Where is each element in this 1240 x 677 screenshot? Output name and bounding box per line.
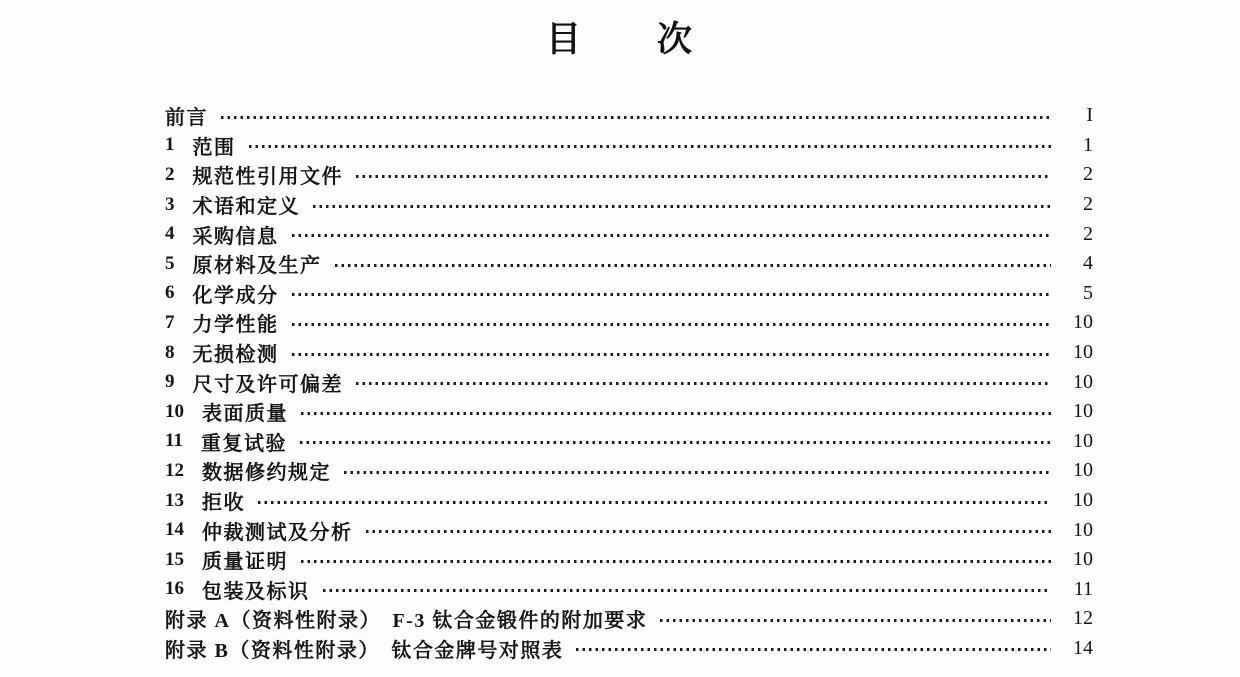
toc-entry-number: 14 — [165, 519, 184, 541]
toc-list — [165, 101, 1093, 663]
toc-entry-page: 10 — [1073, 370, 1093, 393]
toc-entry-number: 9 — [165, 371, 175, 393]
toc-entry — [165, 219, 1093, 249]
toc-entry — [165, 367, 1093, 397]
toc-dot-leader — [292, 353, 1052, 356]
toc-entry-page: 10 — [1073, 518, 1093, 541]
toc-dot-leader — [292, 293, 1052, 296]
toc-dot-leader — [366, 530, 1052, 533]
toc-entry-label: 表面质量 — [202, 403, 288, 426]
toc-entry — [165, 604, 1093, 634]
toc-entry-number: 13 — [165, 489, 184, 511]
toc-entry-label: 重复试验 — [200, 432, 287, 455]
toc-entry-label: 拒收 — [202, 492, 245, 515]
toc-entry — [165, 190, 1093, 220]
toc-entry-label: 化学成分 — [192, 284, 279, 307]
toc-entry-label: 质量证明 — [202, 551, 288, 574]
toc-entry-number: 4 — [165, 223, 175, 245]
toc-entry — [165, 456, 1093, 486]
toc-entry-number: 16 — [165, 578, 184, 600]
toc-dot-leader — [301, 560, 1051, 563]
toc-dot-leader — [258, 501, 1051, 504]
toc-entry-page: 10 — [1073, 489, 1093, 512]
toc-entry — [165, 397, 1093, 427]
toc-entry-number: 8 — [165, 341, 175, 363]
toc-entry-number: 10 — [165, 400, 184, 422]
toc-entry-number: 12 — [165, 459, 184, 481]
toc-dot-leader — [221, 116, 1051, 119]
toc-dot-leader — [301, 412, 1051, 415]
toc-dot-leader — [576, 648, 1051, 651]
toc-entry-page: 10 — [1073, 429, 1093, 452]
toc-entry — [165, 279, 1093, 309]
toc-entry-number: 5 — [165, 252, 175, 274]
toc-entry-page: 11 — [1073, 577, 1093, 600]
toc-dot-leader — [356, 175, 1051, 178]
toc-entry — [165, 160, 1093, 190]
toc-entry-page: 5 — [1083, 281, 1093, 304]
toc-entry-page: 10 — [1073, 341, 1093, 364]
toc-dot-leader — [249, 145, 1052, 148]
toc-entry-page: 14 — [1073, 636, 1093, 659]
toc-entry-label: 尺寸及许可偏差 — [192, 373, 343, 396]
toc-dot-leader — [292, 234, 1052, 237]
toc-entry — [165, 515, 1093, 545]
toc-entry-page: 2 — [1083, 163, 1093, 186]
toc-entry-page: 10 — [1073, 459, 1093, 482]
toc-entry-number: 6 — [165, 282, 175, 304]
toc-entry-label: 术语和定义 — [192, 196, 300, 219]
toc-entry-label: 附录 A（资料性附录） F-3 钛合金锻件的附加要求 — [165, 610, 648, 633]
toc-entry — [165, 338, 1093, 368]
toc-entry-label: 数据修约规定 — [202, 462, 331, 485]
toc-entry — [165, 131, 1093, 161]
page-title: 目 次 — [545, 20, 694, 59]
toc-entry-page: 4 — [1083, 252, 1093, 275]
toc-entry-page: 10 — [1073, 311, 1093, 334]
toc-dot-leader — [344, 471, 1051, 474]
toc-entry — [165, 634, 1093, 664]
toc-dot-leader — [313, 205, 1051, 208]
toc-dot-leader — [292, 323, 1052, 326]
toc-entry — [165, 101, 1093, 131]
toc-entry-label: 仲裁测试及分析 — [202, 521, 353, 544]
toc-entry — [165, 308, 1093, 338]
toc-entry-label: 附录 B（资料性附录） 钛合金牌号对照表 — [165, 639, 564, 662]
toc-dot-leader — [660, 619, 1051, 622]
toc-entry-label: 力学性能 — [192, 314, 279, 337]
toc-entry-page: 12 — [1073, 607, 1093, 630]
toc-entry — [165, 427, 1093, 457]
toc-entry-number: 1 — [165, 134, 175, 156]
toc-entry-label: 原材料及生产 — [192, 255, 322, 278]
toc-entry-number: 2 — [165, 163, 175, 185]
toc-entry-page: I — [1086, 104, 1093, 127]
toc-entry-page: 2 — [1083, 193, 1093, 216]
toc-dot-leader — [323, 589, 1052, 592]
toc-entry-page: 10 — [1073, 548, 1093, 571]
toc-entry-label: 前言 — [165, 107, 208, 130]
toc-entry — [165, 575, 1093, 605]
toc-entry-label: 规范性引用文件 — [192, 166, 343, 189]
toc-entry-label: 无损检测 — [192, 344, 279, 367]
toc-entry — [165, 486, 1093, 516]
toc-entry-number: 15 — [165, 548, 184, 570]
toc-entry-label: 包装及标识 — [202, 580, 310, 603]
toc-dot-leader — [300, 441, 1051, 444]
toc-entry-page: 2 — [1083, 222, 1093, 245]
toc-entry-label: 采购信息 — [192, 225, 279, 248]
toc-dot-leader — [356, 382, 1051, 385]
toc-entry — [165, 249, 1093, 279]
toc-entry-number: 7 — [165, 311, 175, 333]
toc-entry-number: 11 — [165, 430, 183, 452]
toc-entry-label: 范围 — [192, 136, 236, 159]
toc-dot-leader — [335, 264, 1052, 267]
toc-entry — [165, 545, 1093, 575]
toc-entry-number: 3 — [165, 193, 175, 215]
toc-entry-page: 1 — [1083, 133, 1093, 156]
toc-entry-page: 10 — [1073, 400, 1093, 423]
